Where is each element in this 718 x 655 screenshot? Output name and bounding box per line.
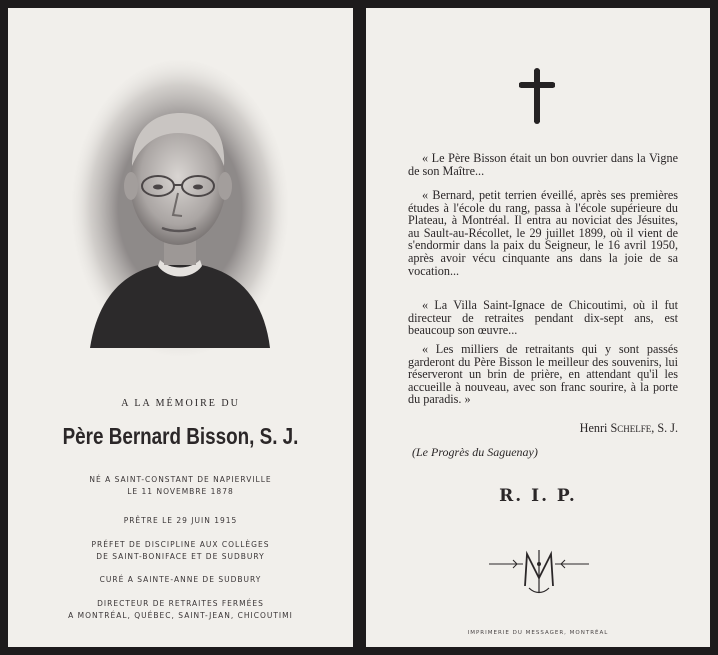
director-line-2: A MONTRÉAL, QUÉBEC, SAINT-JEAN, CHICOUTIMI <box>68 611 293 620</box>
memorial-card-front <box>8 8 353 647</box>
ordination-info <box>8 515 353 527</box>
cure-line: CURÉ A SAINTE-ANNE DE SUDBURY <box>99 575 262 584</box>
cure-info <box>8 574 353 586</box>
birth-date: LE 11 NOVEMBRE 1878 <box>127 487 234 496</box>
portrait-photo <box>70 58 290 358</box>
monogram-ornament-icon <box>487 548 591 594</box>
quote-paragraph <box>408 299 678 337</box>
memorial-card-back <box>366 8 710 647</box>
ordination-date: PRÊTRE LE 29 JUIN 1915 <box>123 516 238 525</box>
director-info <box>8 598 353 622</box>
prefect-line-2: DE SAINT-BONIFACE ET DE SUDBURY <box>96 552 265 561</box>
quote-paragraph <box>408 189 678 277</box>
source-citation: (Le Progrès du Saguenay) <box>412 445 538 459</box>
quote-paragraph <box>408 343 678 406</box>
quote-text: « Les milliers de retraitants qui y sont passés garderont du Père Bisson le meilleur des souvenirs, lui réserveront un brin de prière, en attendant qu'il les accueille à nouveau, avec son franc sourire, à la porte du paradis. » <box>408 342 678 407</box>
birth-info <box>8 474 353 498</box>
memory-title: A LA MÉMOIRE DU <box>121 398 240 409</box>
director-line-1: DIRECTEUR DE RETRAITES FERMÉES <box>97 599 264 608</box>
author-suffix: , S. J. <box>651 421 678 435</box>
quote-text: « Bernard, petit terrien éveillé, après ses premières études à l'école du rang, passa à l'école supérieure du Plateau, à Montréal. Il entra au noviciat des Jésuites, au Sault-au-Récollet, le 29 juillet 1899, où il vient de s'endormir dans la paix du Seigneur, le 16 avril 1950, après avoir vécu cinquante ans dans la joie de sa vocation... <box>408 188 678 278</box>
deceased-name: Père Bernard Bisson, S. J. <box>62 423 299 449</box>
latin-cross-icon <box>519 68 555 124</box>
prefect-line-1: PRÉFET DE DISCIPLINE AUX COLLÈGES <box>91 540 270 549</box>
quote-text: « La Villa Saint-Ignace de Chicoutimi, où il fut directeur de retraites pendant dix-sept ans, est beaucoup son œuvre... <box>408 298 678 338</box>
rip-text: R. I. P. <box>499 486 577 506</box>
quote-text: « Le Père Bisson était un bon ouvrier dans la Vigne de son Maître... <box>408 151 678 178</box>
author-first-name: Henri <box>579 421 611 435</box>
prefect-info <box>8 539 353 563</box>
author-signature <box>580 421 678 436</box>
printer-credit: IMPRIMERIE DU MESSAGER, MONTRÉAL <box>467 630 609 636</box>
birth-place: NÉ A SAINT-CONSTANT DE NAPIERVILLE <box>89 475 272 484</box>
author-surname: Schelfe <box>610 421 652 435</box>
quote-paragraph <box>408 152 678 177</box>
